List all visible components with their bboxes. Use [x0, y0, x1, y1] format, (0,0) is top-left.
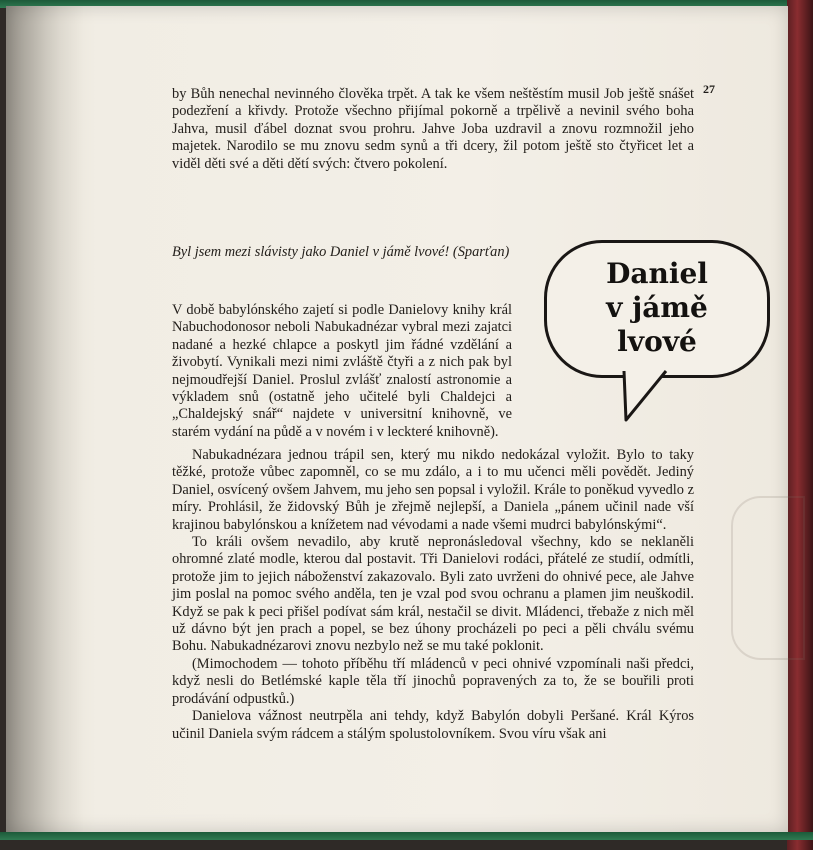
body-paragraph: To králi ovšem nevadilo, aby krutě nepronásledoval všechny, kdo se neklaněli ohromné zlaté modle, kterou dal postavit. Tři Danielovi rodáci, přátelé ze studií, odmítli, protože jim to jejich náboženství zakazovalo. Byli zato uvrženi do ohnivé pece, ale Jahve jim poslal na pomoc svého anděla, ten je vzal pod svou ochranu a plamen jim neuškodil. Když se pak k peci přišel podívat sám král, nestačil se divit. Mládenci, třebaže z nich měl už dávno být jen prach a popel, se bez úhony procházeli po peci a pěli chválu svému Bohu. Nabukadnézarovi znovu nezbylo než se mu také poklonit. — [172, 534, 694, 655]
speech-bubble-tail — [544, 240, 774, 430]
speech-bubble — [544, 240, 774, 430]
book-edge-bottom — [0, 832, 813, 840]
faint-stamp-mark — [731, 496, 805, 660]
body-text — [172, 447, 694, 743]
chapter-title: Daniel v jámě lvové — [606, 257, 708, 358]
body-paragraph: (Mimochodem — tohoto příběhu tří mládenců v peci ohnivé vzpomínali naši předci, když nesli do Betlémské kaple těla tří jinochů popravených za to, že se bouřili proti prodávání odpustků.) — [172, 655, 694, 707]
intro-paragraph: by Bůh nenechal nevinného člověka trpět. A tak ke všem neštěstím musil Job ještě snášet podezření a křivdy. Protože všechno přijímal pokorně a trpělivě a nevinil svého boha Jahva, musil ďábel doznat svou prohru. Jahve Joba uzdravil a znovu rozmnožil jeho majetek. Narodilo se mu znovu sedm synů a tři dcery, žil potom ještě sto čtyřicet let a viděl děti své a děti dětí svých: čtvero pokolení. — [172, 86, 694, 172]
body-paragraph: Danielova vážnost neutrpěla ani tehdy, když Babylón dobyli Peršané. Král Kýros učinil Daniela svým rádcem a stálým spolustolovníkem. Svou víru však ani — [172, 708, 694, 742]
daniel-intro-paragraph: V době babylónského zajetí si podle Danielovy knihy král Nabuchodonosor neboli Nabukadnézar vybral mezi zajatci nadané a hezké chlapce a poskytl jim řádné vzdělání a živobytí. Vynikali mezi nimi zvláště čtyři a z nich pak byl nejmoudřejší Daniel. Proslul zvlášť znalostí astronomie a výkladem snů (ostatně jeho učitelé byli Chaldejci a „Chaldejský snář“ najdete v universitní knihovně, ve starém vydání na půdě a v novém i v leckteré knihovně). — [172, 302, 512, 440]
epigraph: Byl jsem mezi slávisty jako Daniel v jámě lvové! (Sparťan) — [172, 244, 510, 260]
book-cover-edge — [787, 0, 813, 850]
page-number: 27 — [703, 82, 715, 96]
book-page — [6, 6, 788, 832]
body-paragraph: Nabukadnézara jednou trápil sen, který mu nikdo nedokázal vyložit. Bylo to taky těžké, protože vůbec zapomněl, co se mu zdálo, a i to mu učenci měli povědět. Jediný Daniel, osvícený ovšem Jahvem, mu jeho sen popsal i vyložil. Krále to poněkud vyvedlo z míry. Prohlásil, že židovský Bůh je zřejmě nejlepší, a Daniela „pánem učinil nade vší krajinou babylónskou a knížetem nad vévodami a nade všemi mudrci babylónskými“. — [172, 447, 694, 533]
page-gutter-shadow — [6, 6, 84, 832]
